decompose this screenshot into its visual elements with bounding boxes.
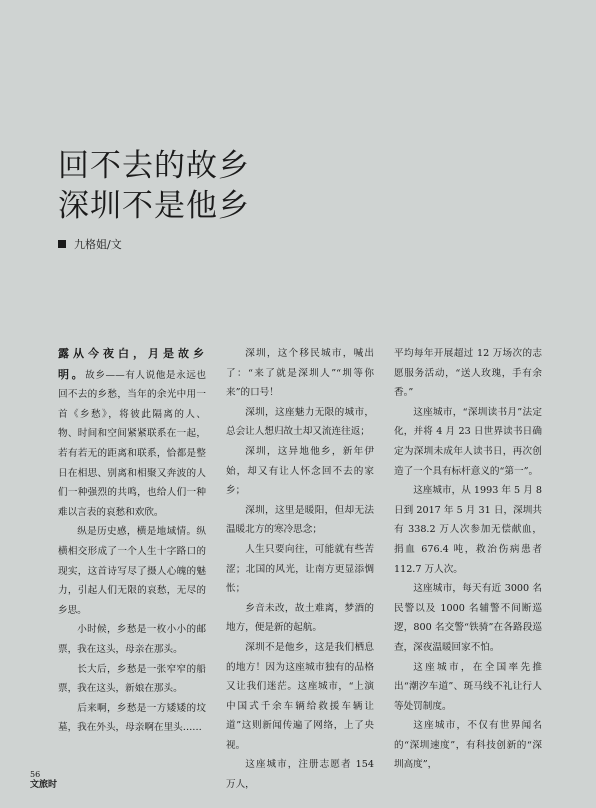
text-column-2 [226, 344, 374, 795]
title-line-2: 深圳不是他乡 [58, 188, 250, 224]
paragraph: 平均每年开展超过 12 万场次的志愿服务活动，“送人玫瑰，手有余香。” [394, 348, 542, 399]
page-footer [30, 770, 57, 790]
paragraph: 这座城市，不仅有世界闻名的“深圳速度”，有科技创新的“深圳高度”， [394, 720, 542, 771]
title-line-1: 回不去的故乡 [58, 148, 250, 184]
paragraph: 这座城市，在全国率先推出“潮汐车道”、斑马线不礼让行人等处罚制度。 [394, 661, 542, 712]
author-credit: 九格姐/文 [74, 238, 122, 251]
byline [58, 236, 122, 252]
paragraph: 后来啊，乡愁是一方矮矮的坟墓，我在外头，母亲啊在里头…… [58, 702, 206, 734]
paragraph: 深圳不是他乡，这是我们栖息的地方！因为这座城市独有的品格又让我们迷茫。这座城市，“上演中国式千余车辆给救援车辆让道”这则新闻传遍了网络，上了央视。 [226, 641, 374, 751]
paragraph: 深圳，这座魅力无限的城市，总会让人想归故土却又流连往返； [226, 406, 374, 438]
paragraph: 这座城市，从 1993 年 5 月 8 日到 2017 年 5 月 31 日，深圳共有 338.2 万人次参加无偿献血，捐血 676.4 吨，救治伤病患者 112.7 万人次。 [394, 485, 542, 575]
text-column-3 [394, 344, 542, 775]
page-number: 56 [30, 770, 41, 779]
paragraph [58, 344, 206, 522]
paragraph: 人生只要向往，可能就有些苦涩；北国的风光，让南方更显添惆怅； [226, 543, 374, 595]
paragraph-text: 故乡——有人说他是永远也回不去的乡愁，当年的余光中用一首《乡愁》，将彼此隔离的人、物、时间和空间紧紧联系在一起，若有若无的距离和联系，恰都是整日在相思、别离和相聚又奔波的人们一种强烈的共鸣，也给人们一种难以言表的哀愁和欢欣。 [58, 369, 207, 518]
paragraph: 这座城市，“深圳读书月”法定化，并将 4 月 23 日世界读书日确定为深圳未成年人读书日，再次创造了一个具有标杆意义的“第一”。 [394, 406, 542, 477]
paragraph: 深圳，这里是暖阳，但却无法温暖北方的寒冷思念； [226, 504, 374, 536]
magazine-logo: 文旅时 [30, 780, 58, 790]
bullet-square-icon [58, 240, 66, 248]
paragraph: 这座城市，注册志愿者 154 万人， [226, 759, 374, 791]
paragraph: 长大后，乡愁是一张窄窄的船票，我在这头，新娘在那头。 [58, 663, 206, 695]
paragraph: 深圳，这个移民城市，喊出了：“来了就是深圳人”“圳等你来”的口号！ [226, 348, 374, 399]
paragraph: 小时候，乡愁是一枚小小的邮票，我在这头，母亲在那头。 [58, 624, 206, 655]
text-column-1 [58, 344, 206, 738]
lead-phrase: 露从今夜白，月是故乡明。 [58, 347, 206, 381]
paragraph: 这座城市，每天有近 3000 名民警以及 1000 名辅警不间断巡逻，800 名交警“铁骑”在各路段巡查，深夜温暖回家不怕。 [394, 583, 542, 653]
paragraph: 乡音未改，故土难离，梦酒的地方，便是新的起航。 [226, 602, 374, 634]
paragraph: 纵是历史感，横是地域情。纵横相交形成了一个人生十字路口的现实，这首诗写尽了摄人心魄的魅力，引起人们无限的哀愁，无尽的乡思。 [58, 526, 206, 616]
paragraph: 深圳，这异地他乡，新年伊始，却又有让人怀念回不去的家乡； [226, 445, 374, 497]
article-title [58, 146, 250, 226]
